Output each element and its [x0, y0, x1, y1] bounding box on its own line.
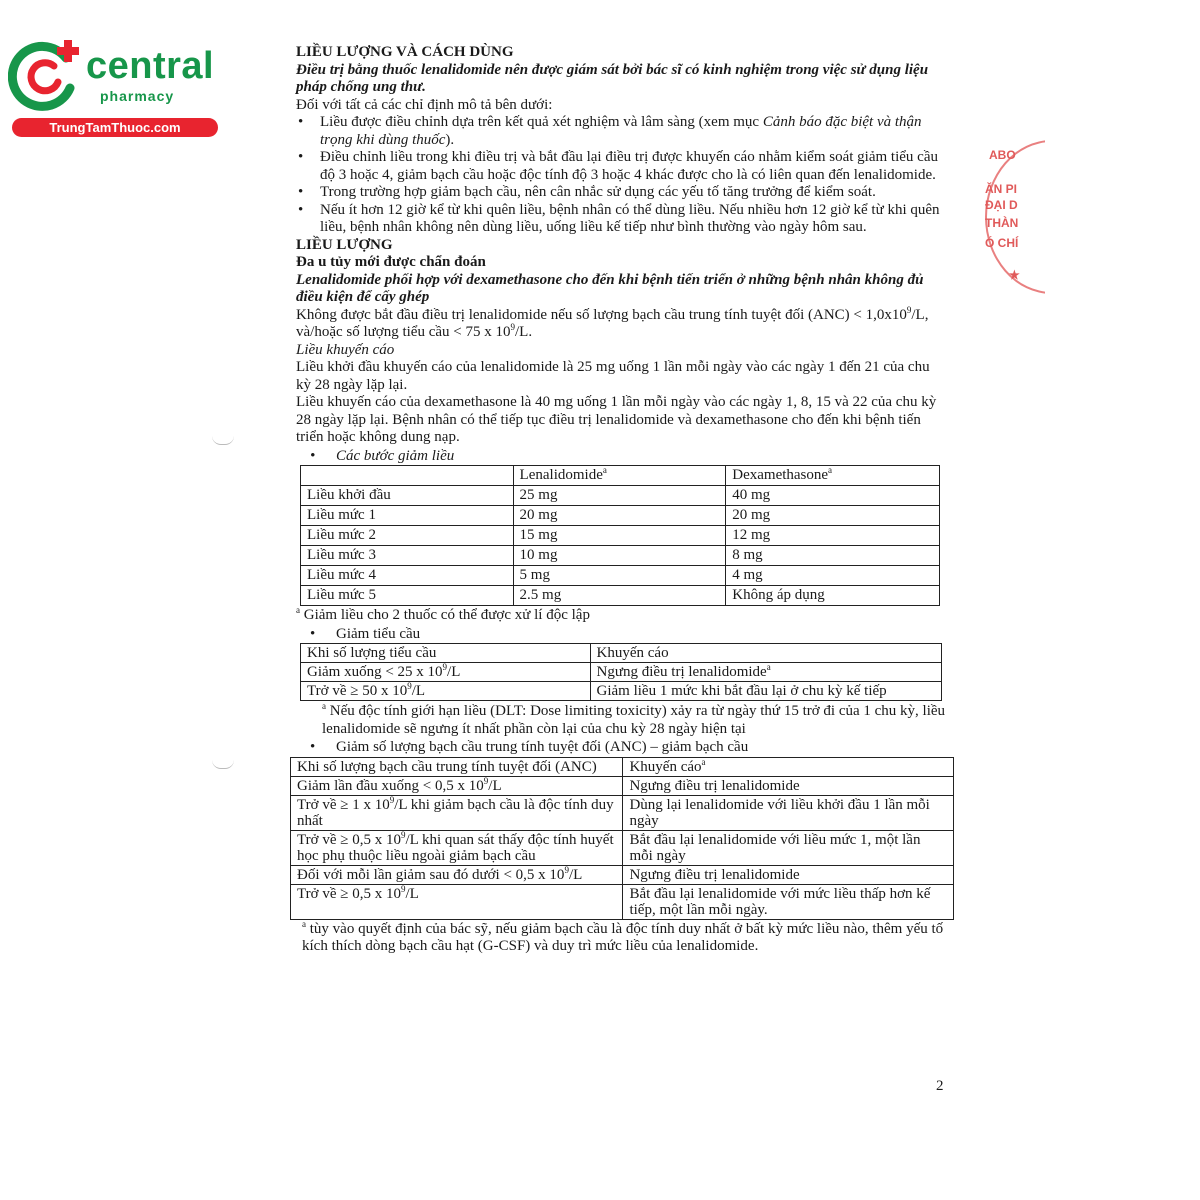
table-cell: Liều mức 1 [301, 506, 514, 526]
table-header-row [301, 466, 940, 486]
table-header-row [301, 644, 942, 663]
table-cell: Đối với mỗi lần giảm sau đó dưới < 0,5 x $10^9/L$ [291, 865, 623, 884]
table-cell: Dùng lại lenalidomide với liều khởi đầu 1 lần mỗi ngày [623, 795, 954, 830]
bullet-item: • Nếu ít hơn 12 giờ kể từ khi quên liều, bệnh nhân có thể dùng liều. Nếu nhiều hơn 12 giờ kể từ khi quên liều, bệnh nhân không nên dùng liều, uống liều kế tiếp như bình thường vào ngày hôm sau. [320, 202, 946, 237]
logo-brand-name: central [86, 45, 215, 87]
indication-heading: Đa u tủy mới được chẩn đoán [296, 254, 486, 270]
platelet-label: • Giảm tiểu cầu [296, 626, 946, 644]
table-row [291, 776, 954, 795]
table-cell: Trở về ≥ 0,5 x $10^9/L$ [291, 884, 623, 919]
table-cell: Trở về ≥ 50 x $10^9/L$ [301, 682, 591, 701]
table-cell: Không áp dụng [726, 586, 940, 606]
platelet-table [300, 643, 942, 701]
table-header-cell [301, 466, 514, 486]
table-cell: 5 mg [513, 566, 726, 586]
table-cell: 4 mg [726, 566, 940, 586]
table-cell: 25 mg [513, 486, 726, 506]
central-pharmacy-logo [8, 36, 223, 136]
table-cell: Giảm lần đầu xuống < 0,5 x $10^9/L$ [291, 776, 623, 795]
table-header-cell: Lenalidomide$^a$ [513, 466, 726, 486]
scan-margin-mark [212, 436, 234, 445]
table-cell: Ngưng điều trị lenalidomide [623, 776, 954, 795]
table-cell: 2.5 mg [513, 586, 726, 606]
table-row [291, 795, 954, 830]
table-header-cell: Khuyến cáo [590, 644, 941, 663]
table-cell: Liều khởi đầu [301, 486, 514, 506]
table-cell: 10 mg [513, 546, 726, 566]
lenalidomide-dose-paragraph: Liều khởi đầu khuyến cáo của lenalidomide là 25 mg uống 1 lần mỗi ngày vào các ngày 1 đến 21 của chu kỳ 28 ngày lặp lại. [296, 359, 930, 393]
table-cell: Liều mức 2 [301, 526, 514, 546]
table-row [301, 546, 940, 566]
anc-threshold-paragraph: Không được bắt đầu điều trị lenalidomide nếu số lượng bạch cầu trung tính tuyệt đối $(ANC) < 1,0x10^9/L$, và/hoặc số lượng tiểu cầu < 75 x $10^9/L$. [296, 304, 929, 340]
anc-table [290, 757, 954, 920]
table-cell: Liều mức 5 [301, 586, 514, 606]
section-title: LIỀU LƯỢNG VÀ CÁCH DÙNG [296, 44, 514, 60]
table-cell: Bắt đầu lại lenalidomide với mức liều thấp hơn kế tiếp, một lần mỗi ngày. [623, 884, 954, 919]
stamp-line: ABO [989, 148, 1016, 162]
bullet-text: ). [445, 131, 455, 148]
anc-label: • Giảm số lượng bạch cầu trung tính tuyệt đối (ANC) – giảm bạch cầu [296, 739, 946, 757]
dosage-heading: LIỀU LƯỢNG [296, 236, 393, 253]
table-cell: Giảm liều 1 mức khi bắt đầu lại ở chu kỳ kế tiếp [590, 682, 941, 701]
table1-footnote: $^a$ Giảm liều cho 2 thuốc có thể được xử lí độc lập [296, 605, 590, 623]
table-row [301, 663, 942, 682]
intro-text: Đối với tất cả các chỉ định mô tả bên dưới: [296, 96, 553, 113]
dexamethasone-dose-paragraph: Liều khuyến cáo của dexamethasone là 40 mg uống 1 lần mỗi ngày vào các ngày 1, 8, 15 và 22 của chu kỳ 28 ngày lặp lại. Bệnh nhân có thể tiếp tục điều trị lenalidomide và dexamethasone cho đến khi bệnh tiến triển hoặc không dung nạp. [296, 394, 937, 445]
table-cell: 12 mg [726, 526, 940, 546]
table-row [301, 486, 940, 506]
central-logo-mark-icon [8, 36, 88, 116]
table-cell: 40 mg [726, 486, 940, 506]
recommended-dose-label: Liều khuyến cáo [296, 341, 395, 358]
table-cell: Trở về ≥ 1 x $10^9/L$ khi giảm bạch cầu là độc tính duy nhất [291, 795, 623, 830]
bullet-item: • Trong trường hợp giảm bạch cầu, nên cân nhắc sử dụng các yếu tố tăng trưởng để kiểm soát. [320, 184, 946, 202]
table-row [291, 884, 954, 919]
bullet-item: • Điều chỉnh liều trong khi điều trị và bắt đầu lại điều trị được khuyến cáo nhằm kiểm soát giảm tiểu cầu độ 3 hoặc 4, giảm bạch cầu hoặc độc tính độ 3 hoặc 4 khác được cho là có liên quan đến lenalidomide. [320, 149, 946, 184]
table-row [301, 586, 940, 606]
bullet-text: Liều được điều chỉnh dựa trên kết quả xét nghiệm và lâm sàng (xem mục [320, 114, 763, 130]
table-row [301, 506, 940, 526]
table-cell: Ngưng điều trị lenalidomide$^a$ [590, 663, 941, 682]
indication-subheading: Lenalidomide phối hợp với dexamethasone cho đến khi bệnh tiến triển ở những bệnh nhân không đủ điều kiện để cấy ghép [296, 271, 924, 305]
table-cell: 20 mg [726, 506, 940, 526]
table-cell: Liều mức 4 [301, 566, 514, 586]
table-cell: Giảm xuống < 25 x $10^9/L$ [301, 663, 591, 682]
stamp-star: ★ [1009, 268, 1020, 282]
general-bullets [296, 114, 946, 237]
dose-reduction-steps-label: • Các bước giảm liều [296, 448, 946, 466]
stamp-line: THÀN [985, 216, 1019, 230]
stamp-line: ĂN PI [985, 182, 1018, 196]
table3-footnote: $^a$ tùy vào quyết định của bác sỹ, nếu giảm bạch cầu là độc tính duy nhất ở bất kỳ mức liều nào, thêm yếu tố kích thích dòng bạch cầu hạt (G-CSF) và duy trì mức liều của lenalidomide. [302, 918, 944, 954]
scan-margin-mark [212, 760, 234, 769]
intro-supervision-note: Điều trị bằng thuốc lenalidomide nên được giám sát bởi bác sĩ có kinh nghiệm trong việc sử dụng liệu pháp chống ung thư. [296, 61, 929, 95]
table-row [301, 566, 940, 586]
table-cell: Trở về ≥ 0,5 x $10^9/L$ khi quan sát thấy độc tính huyết học phụ thuộc liều ngoài giảm bạch cầu [291, 830, 623, 865]
dose-reduction-table [300, 465, 940, 606]
document-page [296, 44, 946, 956]
table-cell: Liều mức 3 [301, 546, 514, 566]
table-header-cell: Khi số lượng tiểu cầu [301, 644, 591, 663]
table-header-row [291, 757, 954, 776]
table-header-cell: Khuyến cáo$^a$ [623, 757, 954, 776]
table-row [301, 682, 942, 701]
logo-brand-sub: pharmacy [100, 88, 175, 104]
table-row [301, 526, 940, 546]
table-cell: Bắt đầu lại lenalidomide với liều mức 1, một lần mỗi ngày [623, 830, 954, 865]
stamp-line: ĐẠI D [985, 198, 1018, 212]
page-number: 2 [936, 1078, 944, 1094]
table-header-cell: Dexamethasone$^a$ [726, 466, 940, 486]
official-stamp [955, 140, 1045, 300]
table-cell: 20 mg [513, 506, 726, 526]
stamp-line: Ó CHÍ [985, 236, 1019, 250]
table-row [291, 830, 954, 865]
table-row [291, 865, 954, 884]
table-cell: Ngưng điều trị lenalidomide [623, 865, 954, 884]
table-cell: 15 mg [513, 526, 726, 546]
logo-site-url: TrungTamThuoc.com [12, 118, 218, 137]
table-header-cell: Khi số lượng bạch cầu trung tính tuyệt đối (ANC) [291, 757, 623, 776]
bullet-item [320, 114, 946, 149]
table2-footnote: $^a$ Nếu độc tính giới hạn liều (DLT: Dose limiting toxicity) xảy ra từ ngày thứ 15 trở đi của 1 chu kỳ, liều lenalidomide sẽ ngưng ít nhất phần còn lại của chu kỳ 28 ngày hiện tại [322, 701, 946, 737]
bullet-reference: Cảnh báo đặc biệt và thận trọng khi dùng thuốc [320, 114, 922, 148]
table-cell: 8 mg [726, 546, 940, 566]
